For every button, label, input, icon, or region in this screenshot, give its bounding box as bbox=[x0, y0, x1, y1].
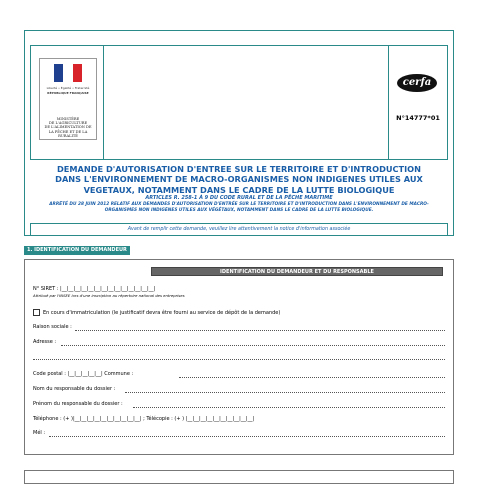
siret-row bbox=[33, 286, 155, 292]
siret-label: N° SIRET : bbox=[33, 286, 59, 292]
ministry-name: MINISTÈRE DE L'AGRICULTURE DE L'ALIMENTATION DE LA PÊCHE ET DE LA RURALITÉ bbox=[44, 117, 92, 138]
cp-input[interactable]: |__|__|__|__|__| bbox=[67, 371, 103, 377]
siret-note: Attribué par l'INSEE lors d'une inscription au répertoire national des entreprises bbox=[33, 293, 185, 298]
resp-prenom-input[interactable] bbox=[133, 407, 445, 408]
adresse-label: Adresse : bbox=[33, 339, 57, 345]
immat-label: En cours d'immatriculation (le justificatif devra être fourni au service de dépôt de la demande) bbox=[43, 310, 281, 316]
header-top-row bbox=[30, 45, 448, 160]
form-title: DEMANDE D'AUTORISATION D'ENTREE SUR LE TERRITOIRE ET D'INTRODUCTION DANS L'ENVIRONNEMENT DE MACRO-ORGANISMES NON INDIGENES UTILES AUX VEGETAUX, NOTAMMENT DANS LE CADRE DE LA LUTTE BIOLOGIQUE bbox=[55, 164, 423, 195]
resp-prenom-label: Prénom du responsable du dossier : bbox=[33, 401, 123, 407]
phone-row bbox=[33, 416, 254, 422]
header-frame bbox=[24, 30, 454, 236]
identification-frame bbox=[24, 259, 454, 455]
resp-nom-label: Nom du responsable du dossier : bbox=[33, 386, 116, 392]
flag-icon bbox=[54, 64, 82, 82]
notice-text: Avant de remplir cette demande, veuillez lire attentivement la notice d'information associée bbox=[30, 223, 448, 236]
commune-input[interactable] bbox=[179, 377, 445, 378]
articles-reference: ARTICLES R. 258-1 À 9 DU CODE RURAL ET DE LA PÊCHE MARITIME bbox=[145, 195, 333, 202]
adresse-input-line-2[interactable] bbox=[33, 359, 445, 360]
fax-label: ; Télécopie : bbox=[143, 416, 173, 422]
mel-input[interactable] bbox=[49, 436, 445, 437]
republic-motto: Liberté • Égalité • Fraternité bbox=[46, 86, 90, 90]
section-1-heading: 1. IDENTIFICATION DU DEMANDEUR bbox=[24, 246, 130, 255]
cerfa-number: N°14777*01 bbox=[396, 114, 440, 122]
siret-input[interactable]: |__|__|__|__|__|__|__|__|__|__|__|__|__|__| bbox=[60, 286, 156, 292]
mel-label: Mél : bbox=[33, 430, 46, 436]
next-section-frame bbox=[24, 470, 454, 484]
resp-nom-input[interactable] bbox=[125, 392, 445, 393]
cp-label: Code postal : bbox=[33, 371, 66, 377]
adresse-input[interactable] bbox=[61, 345, 445, 346]
commune-label: Commune : bbox=[104, 371, 134, 377]
cp-row bbox=[33, 371, 133, 377]
cerfa-logo: cerfa bbox=[397, 74, 437, 92]
tel-label: Téléphone : bbox=[33, 416, 62, 422]
immat-checkbox[interactable] bbox=[33, 309, 40, 316]
raison-label: Raison sociale : bbox=[33, 324, 72, 330]
raison-input[interactable] bbox=[75, 330, 445, 331]
immat-row bbox=[33, 309, 280, 316]
cerfa-cell bbox=[388, 46, 447, 159]
tel-input[interactable]: (+ )|__|__|__|__|__|__|__|__|__|__| bbox=[63, 416, 142, 422]
identification-bar: IDENTIFICATION DU DEMANDEUR ET DU RESPONSABLE bbox=[151, 267, 443, 276]
logo-cell bbox=[31, 46, 104, 159]
republic-name: RÉPUBLIQUE FRANÇAISE bbox=[47, 91, 89, 95]
republic-logo bbox=[39, 58, 97, 140]
arrete-reference: ARRÊTÉ DU 28 JUIN 2012 RELATIF AUX DEMANDES D'AUTORISATION D'ENTRÉE SUR LE TERRITOIRE ET D'INTRODUCTION DANS L'ENVIRONNEMENT DE MACRO-ORGANISMES NON INDIGÈNES UTILES AUX VÉGÉTAUX, NOTAMMENT DANS LE CADRE DE LA LUTTE BIOLOGIQUE. bbox=[49, 202, 429, 214]
fax-input[interactable]: (+ ) |__|__|__|__|__|__|__|__|__|__| bbox=[174, 416, 255, 422]
